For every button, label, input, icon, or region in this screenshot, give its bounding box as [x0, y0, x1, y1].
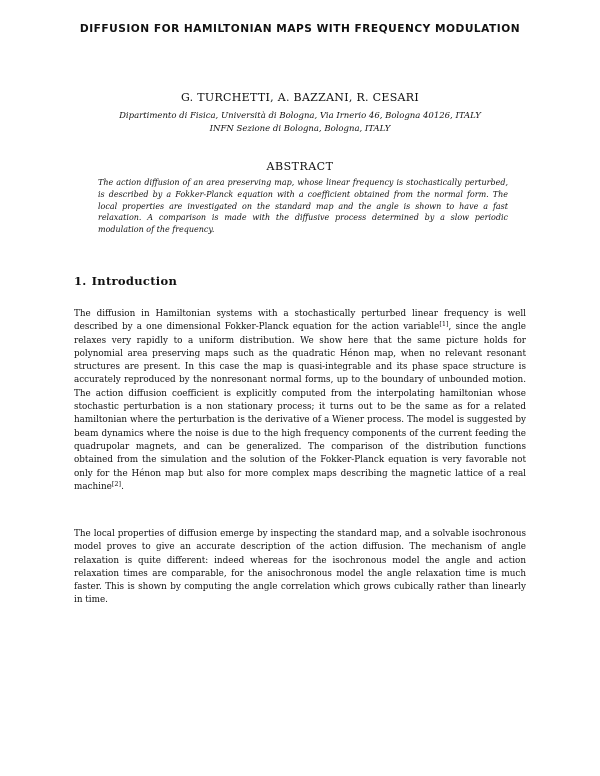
affiliation-secondary: INFN Sezione di Bologna, Bologna, ITALY [209, 124, 391, 134]
paper-title: DIFFUSION FOR HAMILTONIAN MAPS WITH FREQUENCY MODULATION [79, 23, 521, 35]
paragraph-text: , since the angle relaxes very rapidly to a uniform distribution. We show here that the same picture holds for polynomial area preserving maps such as the quadratic Hénon map, when no relevant resonant structures are present. In this case the map is quasi-integrable and its phase space structure is accurately reproduced by the nonresonant normal forms, up to the boundary of unbounded motion. The action diffusion coefficient is explicitly computed from the interpolating hamiltonian whose stochastic perturbation is a non stationary process; it turns out to be the same as for a related hamiltonian where the perturbation is the derivative of a Wiener process. The model is suggested by beam dynamics where the noise is due to the high frequency components of the current feeding the quadrupolar magnets, and can be generalized. The comparison of the distribution functions obtained from the simulation and the solution of the Fokker-Planck equation is very favorable not only for the Hénon map but also for more complex maps describing the magnetic lattice of a real machine [74, 322, 526, 492]
introduction-paragraph-2 [74, 528, 526, 608]
introduction-paragraph-1 [74, 308, 526, 494]
abstract-heading: ABSTRACT [266, 160, 334, 173]
section-number: 1. [74, 274, 87, 288]
paragraph-text: The diffusion in Hamiltonian systems with a stochastically perturbed linear frequency is well described by a one dimensional Fokker-Planck equation for the action variable [74, 309, 526, 333]
paragraph-text: . [121, 481, 124, 492]
abstract-text: The action diffusion of an area preserving map, whose linear frequency is stochastically perturbed, is described by a Fokker-Planck equation with a coefficient obtained from the normal form. The local properties are investigated on the standard map and the angle is shown to have a fast relaxation. A comparison is made with the diffusive process determined by a slow periodic modulation of the frequency. [98, 178, 508, 235]
author-list: G. TURCHETTI, A. BAZZANI, R. CESARI [180, 91, 420, 104]
affiliation-primary: Dipartimento di Fisica, Università di Bologna, Via Irnerio 46, Bologna 40126, ITALY [119, 111, 481, 121]
paragraph-text: The local properties of diffusion emerge by inspecting the standard map, and a solvable isochronous model proves to give an accurate description of the action diffusion. The mechanism of angle relaxation is quite different: indeed whereas for the isochronous model the angle and action relaxation times are comparable, for the anisochronous model the angle relaxation time is much faster. This is shown by computing the angle correlation which grows cubically rather than linearly in time. [74, 529, 526, 606]
citation-ref-1: [1] [439, 320, 449, 329]
section-title: Introduction [91, 274, 178, 288]
citation-ref-2: [2] [111, 479, 122, 488]
section-heading-introduction [74, 274, 177, 288]
